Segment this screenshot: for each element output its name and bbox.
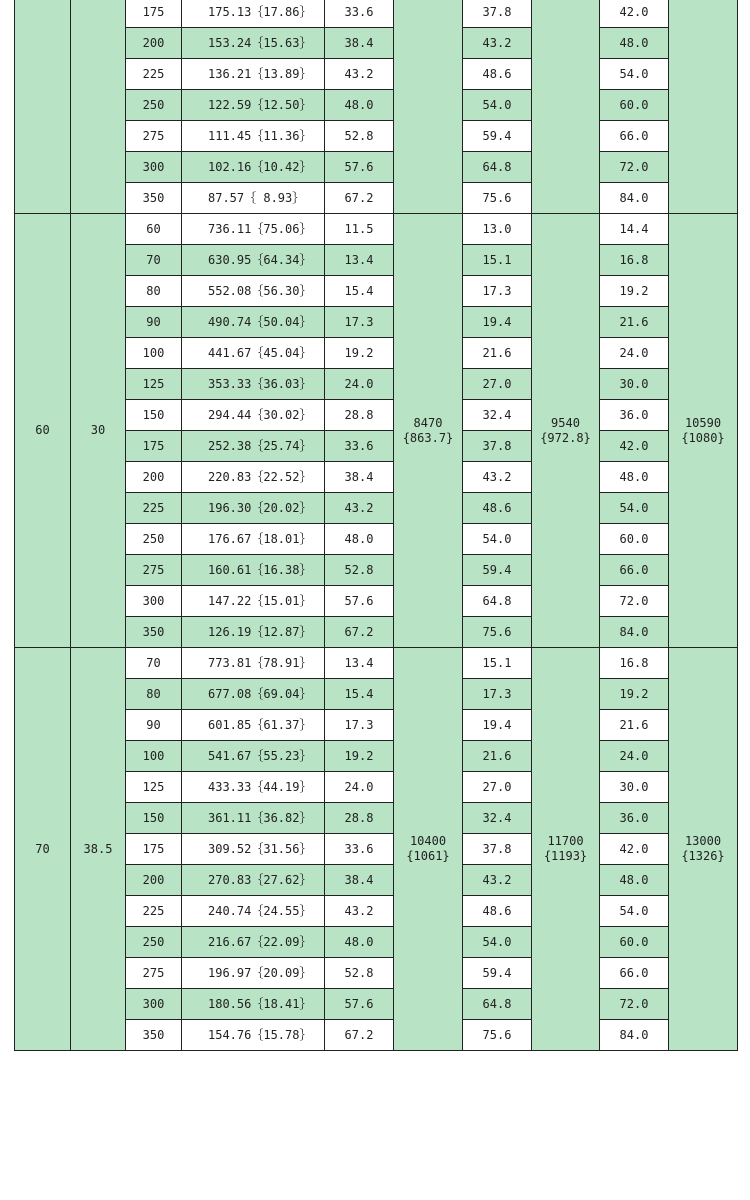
pressure-cell: 270.83｛27.62｝ xyxy=(182,865,325,896)
value-cell-2: 17.3 xyxy=(463,276,532,307)
value-cell-2: 13.0 xyxy=(463,214,532,245)
size-cell: 300 xyxy=(126,989,182,1020)
value-cell-2: 54.0 xyxy=(463,524,532,555)
pressure-cell: 216.67｛22.09｝ xyxy=(182,927,325,958)
value-cell-3: 19.2 xyxy=(600,679,669,710)
load-cell-1-secondary-value: {1061} xyxy=(406,849,450,863)
value-cell-1: 38.4 xyxy=(325,462,394,493)
pressure-cell: 353.33｛36.03｝ xyxy=(182,369,325,400)
value-cell-1: 48.0 xyxy=(325,524,394,555)
value-cell-2: 27.0 xyxy=(463,772,532,803)
pressure-cell: 630.95｛64.34｝ xyxy=(182,245,325,276)
pressure-cell: 220.83｛22.52｝ xyxy=(182,462,325,493)
pressure-cell: 252.38｛25.74｝ xyxy=(182,431,325,462)
value-cell-3: 48.0 xyxy=(600,865,669,896)
value-cell-3: 66.0 xyxy=(600,121,669,152)
size-cell: 300 xyxy=(126,586,182,617)
value-cell-1: 33.6 xyxy=(325,431,394,462)
value-cell-3: 54.0 xyxy=(600,896,669,927)
value-cell-1: 11.5 xyxy=(325,214,394,245)
value-cell-2: 43.2 xyxy=(463,462,532,493)
value-cell-3: 72.0 xyxy=(600,989,669,1020)
value-cell-3: 72.0 xyxy=(600,586,669,617)
size-cell: 200 xyxy=(126,462,182,493)
load-cell-1 xyxy=(394,0,463,214)
load-cell-3-secondary-value: {1080} xyxy=(681,430,725,445)
load-cell-3 xyxy=(669,648,738,1051)
table-row xyxy=(15,0,738,28)
value-cell-1: 52.8 xyxy=(325,958,394,989)
load-cell-1-value: 10400 xyxy=(409,834,447,848)
value-cell-2: 64.8 xyxy=(463,152,532,183)
table-row xyxy=(15,648,738,679)
pressure-cell: 122.59｛12.50｝ xyxy=(182,90,325,121)
pressure-cell: 111.45｛11.36｝ xyxy=(182,121,325,152)
group-col1-cell-value: 70 xyxy=(35,841,50,856)
group-col2-cell xyxy=(71,0,126,214)
load-cell-2-secondary-value: {972.8} xyxy=(540,430,591,445)
value-cell-3: 66.0 xyxy=(600,958,669,989)
value-cell-3: 24.0 xyxy=(600,338,669,369)
size-cell: 250 xyxy=(126,524,182,555)
size-cell: 200 xyxy=(126,28,182,59)
size-cell: 90 xyxy=(126,307,182,338)
value-cell-2: 75.6 xyxy=(463,183,532,214)
value-cell-3: 14.4 xyxy=(600,214,669,245)
value-cell-2: 37.8 xyxy=(463,0,532,28)
value-cell-3: 36.0 xyxy=(600,803,669,834)
group-col2-cell xyxy=(71,214,126,648)
size-cell: 250 xyxy=(126,90,182,121)
value-cell-3: 84.0 xyxy=(600,183,669,214)
value-cell-1: 48.0 xyxy=(325,90,394,121)
pressure-cell: 136.21｛13.89｝ xyxy=(182,59,325,90)
value-cell-2: 54.0 xyxy=(463,90,532,121)
value-cell-3: 16.8 xyxy=(600,648,669,679)
size-cell: 350 xyxy=(126,617,182,648)
value-cell-1: 24.0 xyxy=(325,772,394,803)
load-cell-3-value: 10590 xyxy=(684,415,722,430)
pressure-cell: 126.19｛12.87｝ xyxy=(182,617,325,648)
size-cell: 200 xyxy=(126,865,182,896)
value-cell-1: 43.2 xyxy=(325,493,394,524)
value-cell-2: 37.8 xyxy=(463,834,532,865)
load-cell-2-value: 11700 xyxy=(547,834,584,848)
value-cell-3: 21.6 xyxy=(600,710,669,741)
value-cell-2: 64.8 xyxy=(463,989,532,1020)
value-cell-1: 43.2 xyxy=(325,59,394,90)
value-cell-3: 60.0 xyxy=(600,90,669,121)
value-cell-2: 59.4 xyxy=(463,958,532,989)
value-cell-2: 59.4 xyxy=(463,121,532,152)
load-cell-3-value: 13000 xyxy=(684,834,722,848)
pressure-cell: 361.11｛36.82｝ xyxy=(182,803,325,834)
value-cell-2: 19.4 xyxy=(463,710,532,741)
value-cell-3: 19.2 xyxy=(600,276,669,307)
size-cell: 70 xyxy=(126,648,182,679)
value-cell-2: 15.1 xyxy=(463,648,532,679)
value-cell-3: 48.0 xyxy=(600,28,669,59)
load-cell-1 xyxy=(394,214,463,648)
pressure-cell: 433.33｛44.19｝ xyxy=(182,772,325,803)
table-body xyxy=(15,0,738,1051)
value-cell-1: 13.4 xyxy=(325,245,394,276)
load-cell-2 xyxy=(532,648,600,1051)
load-cell-3 xyxy=(669,214,738,648)
load-cell-2-secondary-value: {1193} xyxy=(543,849,588,863)
value-cell-2: 48.6 xyxy=(463,896,532,927)
pressure-cell: 736.11｛75.06｝ xyxy=(182,214,325,245)
value-cell-2: 27.0 xyxy=(463,369,532,400)
pressure-cell: 153.24｛15.63｝ xyxy=(182,28,325,59)
value-cell-2: 43.2 xyxy=(463,28,532,59)
pressure-cell: 677.08｛69.04｝ xyxy=(182,679,325,710)
pressure-cell: 154.76｛15.78｝ xyxy=(182,1020,325,1051)
value-cell-1: 13.4 xyxy=(325,648,394,679)
pressure-cell: 175.13｛17.86｝ xyxy=(182,0,325,28)
size-cell: 125 xyxy=(126,772,182,803)
value-cell-3: 42.0 xyxy=(600,834,669,865)
pressure-cell: 294.44｛30.02｝ xyxy=(182,400,325,431)
size-cell: 175 xyxy=(126,431,182,462)
value-cell-1: 52.8 xyxy=(325,121,394,152)
value-cell-2: 32.4 xyxy=(463,803,532,834)
size-cell: 250 xyxy=(126,927,182,958)
value-cell-1: 15.4 xyxy=(325,276,394,307)
group-col2-cell xyxy=(71,648,126,1051)
spec-table xyxy=(14,0,738,1051)
size-cell: 175 xyxy=(126,0,182,28)
value-cell-2: 64.8 xyxy=(463,586,532,617)
value-cell-3: 16.8 xyxy=(600,245,669,276)
size-cell: 70 xyxy=(126,245,182,276)
load-cell-1 xyxy=(394,648,463,1051)
value-cell-1: 19.2 xyxy=(325,338,394,369)
value-cell-1: 38.4 xyxy=(325,865,394,896)
value-cell-1: 67.2 xyxy=(325,617,394,648)
value-cell-1: 67.2 xyxy=(325,183,394,214)
size-cell: 100 xyxy=(126,338,182,369)
size-cell: 80 xyxy=(126,276,182,307)
pressure-cell: 180.56｛18.41｝ xyxy=(182,989,325,1020)
group-col2-cell-value: 30 xyxy=(90,423,106,437)
value-cell-2: 54.0 xyxy=(463,927,532,958)
value-cell-2: 75.6 xyxy=(463,617,532,648)
pressure-cell: 552.08｛56.30｝ xyxy=(182,276,325,307)
value-cell-1: 52.8 xyxy=(325,555,394,586)
value-cell-1: 33.6 xyxy=(325,834,394,865)
pressure-cell: 176.67｛18.01｝ xyxy=(182,524,325,555)
value-cell-1: 38.4 xyxy=(325,28,394,59)
value-cell-3: 21.6 xyxy=(600,307,669,338)
value-cell-1: 28.8 xyxy=(325,400,394,431)
value-cell-1: 67.2 xyxy=(325,1020,394,1051)
value-cell-1: 17.3 xyxy=(325,710,394,741)
value-cell-2: 17.3 xyxy=(463,679,532,710)
pressure-cell: 240.74｛24.55｝ xyxy=(182,896,325,927)
size-cell: 225 xyxy=(126,896,182,927)
pressure-cell: 601.85｛61.37｝ xyxy=(182,710,325,741)
value-cell-1: 48.0 xyxy=(325,927,394,958)
value-cell-1: 28.8 xyxy=(325,803,394,834)
size-cell: 275 xyxy=(126,555,182,586)
value-cell-1: 57.6 xyxy=(325,152,394,183)
value-cell-2: 48.6 xyxy=(463,59,532,90)
value-cell-1: 33.6 xyxy=(325,0,394,28)
table-row xyxy=(15,214,738,245)
size-cell: 150 xyxy=(126,400,182,431)
load-cell-2 xyxy=(532,214,600,648)
value-cell-2: 21.6 xyxy=(463,741,532,772)
value-cell-2: 48.6 xyxy=(463,493,532,524)
value-cell-3: 54.0 xyxy=(600,493,669,524)
value-cell-2: 43.2 xyxy=(463,865,532,896)
value-cell-1: 15.4 xyxy=(325,679,394,710)
value-cell-3: 66.0 xyxy=(600,555,669,586)
pressure-cell: 147.22｛15.01｝ xyxy=(182,586,325,617)
load-cell-1-value: 8470 xyxy=(413,415,443,430)
value-cell-3: 30.0 xyxy=(600,369,669,400)
value-cell-3: 30.0 xyxy=(600,772,669,803)
value-cell-2: 59.4 xyxy=(463,555,532,586)
size-cell: 125 xyxy=(126,369,182,400)
size-cell: 350 xyxy=(126,183,182,214)
value-cell-1: 24.0 xyxy=(325,369,394,400)
value-cell-3: 54.0 xyxy=(600,59,669,90)
pressure-cell: 102.16｛10.42｝ xyxy=(182,152,325,183)
value-cell-2: 21.6 xyxy=(463,338,532,369)
pressure-cell: 773.81｛78.91｝ xyxy=(182,648,325,679)
pressure-cell: 87.57｛ 8.93｝ xyxy=(182,183,325,214)
load-cell-3-secondary-value: {1326} xyxy=(681,849,725,863)
value-cell-3: 72.0 xyxy=(600,152,669,183)
value-cell-3: 42.0 xyxy=(600,431,669,462)
value-cell-3: 42.0 xyxy=(600,0,669,28)
pressure-cell: 490.74｛50.04｝ xyxy=(182,307,325,338)
pressure-cell: 309.52｛31.56｝ xyxy=(182,834,325,865)
size-cell: 350 xyxy=(126,1020,182,1051)
pressure-cell: 196.30｛20.02｝ xyxy=(182,493,325,524)
value-cell-3: 60.0 xyxy=(600,524,669,555)
load-cell-2 xyxy=(532,0,600,214)
value-cell-1: 17.3 xyxy=(325,307,394,338)
value-cell-1: 43.2 xyxy=(325,896,394,927)
value-cell-2: 32.4 xyxy=(463,400,532,431)
pressure-cell: 196.97｛20.09｝ xyxy=(182,958,325,989)
load-cell-1-secondary-value: {863.7} xyxy=(402,430,454,445)
size-cell: 225 xyxy=(126,59,182,90)
pressure-cell: 160.61｛16.38｝ xyxy=(182,555,325,586)
size-cell: 150 xyxy=(126,803,182,834)
pressure-cell: 541.67｛55.23｝ xyxy=(182,741,325,772)
size-cell: 275 xyxy=(126,121,182,152)
size-cell: 60 xyxy=(126,214,182,245)
size-cell: 175 xyxy=(126,834,182,865)
value-cell-3: 24.0 xyxy=(600,741,669,772)
size-cell: 100 xyxy=(126,741,182,772)
group-col1-cell xyxy=(15,214,71,648)
value-cell-2: 15.1 xyxy=(463,245,532,276)
value-cell-1: 57.6 xyxy=(325,586,394,617)
size-cell: 275 xyxy=(126,958,182,989)
value-cell-1: 19.2 xyxy=(325,741,394,772)
value-cell-3: 60.0 xyxy=(600,927,669,958)
group-col1-cell xyxy=(15,0,71,214)
value-cell-2: 19.4 xyxy=(463,307,532,338)
value-cell-3: 84.0 xyxy=(600,1020,669,1051)
value-cell-3: 36.0 xyxy=(600,400,669,431)
size-cell: 90 xyxy=(126,710,182,741)
value-cell-2: 75.6 xyxy=(463,1020,532,1051)
value-cell-3: 84.0 xyxy=(600,617,669,648)
group-col2-cell-value: 38.5 xyxy=(83,841,113,856)
size-cell: 80 xyxy=(126,679,182,710)
group-col1-cell xyxy=(15,648,71,1051)
load-cell-2-value: 9540 xyxy=(551,415,580,430)
value-cell-2: 37.8 xyxy=(463,431,532,462)
pressure-cell: 441.67｛45.04｝ xyxy=(182,338,325,369)
group-col1-cell-value: 60 xyxy=(35,423,50,437)
load-cell-3 xyxy=(669,0,738,214)
value-cell-3: 48.0 xyxy=(600,462,669,493)
size-cell: 300 xyxy=(126,152,182,183)
size-cell: 225 xyxy=(126,493,182,524)
value-cell-1: 57.6 xyxy=(325,989,394,1020)
